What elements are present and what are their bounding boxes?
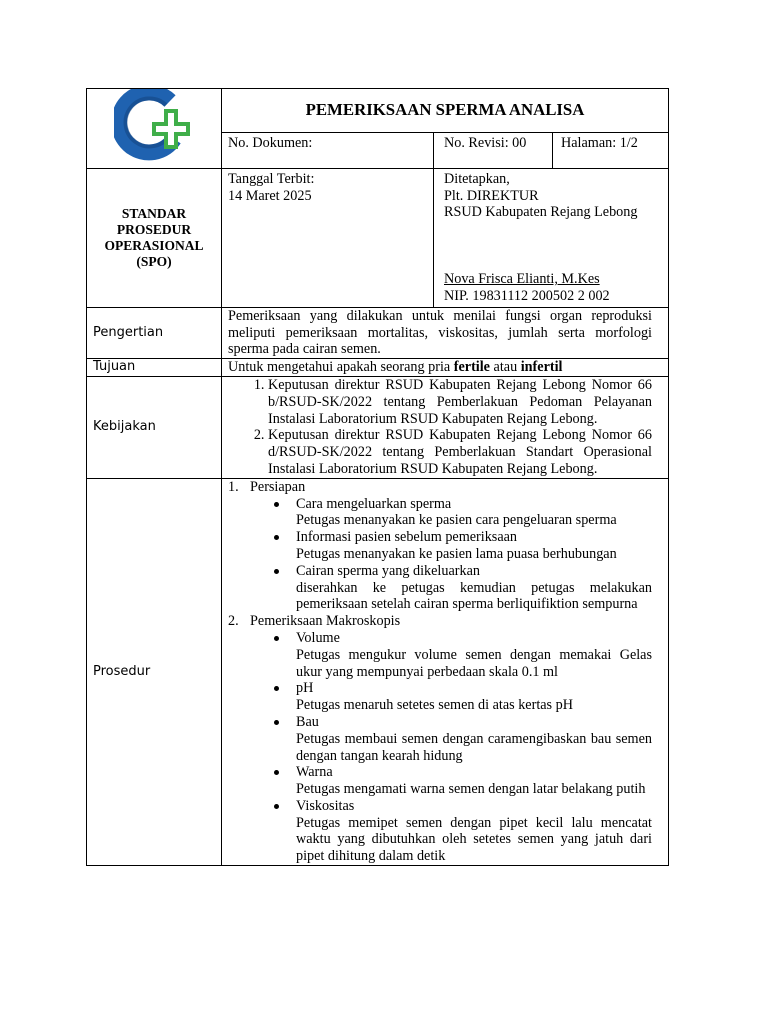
prosedur-steps <box>222 479 668 865</box>
halaman: Halaman: 1/2 <box>553 132 669 168</box>
spo-label-line: OPERASIONAL <box>104 237 204 253</box>
substep-desc: Petugas mengamati warna semen dengan latar belakang putih <box>296 781 646 798</box>
hospital-logo-icon <box>114 89 194 163</box>
bullet-icon <box>274 569 279 574</box>
director-name: Nova Frisca Elianti, M.Kes <box>444 271 600 288</box>
director-nip: NIP. 19831112 200502 2 002 <box>444 287 610 304</box>
tujuan-label: Tujuan <box>87 359 222 377</box>
substep-title: Bau <box>296 713 319 730</box>
substep-title: Volume <box>296 629 340 646</box>
prosedur-label: Prosedur <box>87 478 222 865</box>
substep-title: Cairan sperma yang dikeluarkan <box>296 562 480 579</box>
substep <box>296 764 652 798</box>
kebijakan-label: Kebijakan <box>87 376 222 478</box>
tujuan-text <box>222 359 669 377</box>
kebijakan-item: 2. Keputusan direktur RSUD Kabupaten Rejang Lebong Nomor 66 d/RSUD-SK/2022 tentang Pemberlakuan Standart Operasional Instalasi Laboratorium RSUD Kabupaten Rejang Lebong. <box>268 427 652 477</box>
spo-label-line: (SPO) <box>136 253 172 269</box>
substep-desc: diserahkan ke petugas kemudian petugas melakukan pemeriksaan setelah cairan sperma berliquifiktion sempurna <box>296 579 652 613</box>
bullet-icon <box>274 720 279 725</box>
substep-desc: Petugas menanyakan ke pasien lama puasa berhubungan <box>296 545 617 562</box>
substep <box>296 630 652 680</box>
substep-title: Cara mengeluarkan sperma <box>296 495 452 512</box>
ditetapkan-line: Plt. DIREKTUR <box>444 187 539 204</box>
tujuan-fertile: fertile <box>453 359 490 376</box>
substep-desc: Petugas menaruh setetes semen di atas kertas pH <box>296 697 573 714</box>
pengertian-label: Pengertian <box>87 307 222 358</box>
substep-desc: Petugas mengukur volume semen dengan memakai Gelas ukur yang mempunyai perbedaan skala 0.1 ml <box>296 646 652 680</box>
no-revisi: No. Revisi: 00 <box>434 132 553 168</box>
bullet-icon <box>274 770 279 775</box>
substep-desc: Petugas memipet semen dengan pipet kecil lalu mencatat waktu yang dibutuhkan oleh setetes semen yang jatuh dari pipet dihitung dalam detik <box>296 814 652 865</box>
prosedur-step <box>228 613 668 865</box>
terbit-date: 14 Maret 2025 <box>228 187 312 204</box>
substep <box>296 714 652 764</box>
substep-desc: Petugas menanyakan ke pasien cara pengeluaran sperma <box>296 512 617 529</box>
substep-title: pH <box>296 680 314 697</box>
no-dokumen: No. Dokumen: <box>222 132 434 168</box>
ditetapkan-cell <box>434 168 669 307</box>
step-substeps <box>296 496 652 614</box>
substep <box>296 496 652 530</box>
substep <box>296 798 652 865</box>
prosedur-step <box>228 479 668 613</box>
substep <box>296 680 652 714</box>
kebijakan-list <box>222 377 668 478</box>
step-number: 1. <box>228 478 239 495</box>
step-number: 2. <box>228 613 239 630</box>
kebijakan-item: 1. Keputusan direktur RSUD Kabupaten Rejang Lebong Nomor 66 b/RSUD-SK/2022 tentang Pemberlakuan Pedoman Pelayanan Instalasi Laboratorium RSUD Kabupaten Rejang Lebong. <box>268 377 652 427</box>
substep-desc: Petugas membaui semen dengan caramengibaskan bau semen dengan tangan kearah hidung <box>296 730 652 764</box>
substep <box>296 529 652 563</box>
pengertian-text: Pemeriksaan yang dilakukan untuk menilai fungsi organ reproduksi meliputi pemeriksaan mortalitas, viskositas, jumlah serta morfologi sperma pada cairan semen. <box>222 307 669 358</box>
terbit-cell <box>222 168 434 307</box>
bullet-icon <box>274 502 279 507</box>
terbit-label: Tanggal Terbit: <box>228 170 315 187</box>
tujuan-pre: Untuk mengetahui apakah seorang pria <box>228 359 454 376</box>
spo-document-table <box>86 88 669 866</box>
substep <box>296 563 652 613</box>
kebijakan-cell <box>222 376 669 478</box>
ditetapkan-line: RSUD Kabupaten Rejang Lebong <box>444 204 638 221</box>
bullet-icon <box>274 686 279 691</box>
step-title: Persiapan <box>250 478 306 495</box>
logo-cell <box>87 89 222 169</box>
document-title: PEMERIKSAAN SPERMA ANALISA <box>222 89 669 133</box>
substep-title: Warna <box>296 764 333 781</box>
bullet-icon <box>274 636 279 641</box>
bullet-icon <box>274 804 279 809</box>
substep-title: Viskositas <box>296 797 355 814</box>
spo-label <box>87 168 222 307</box>
tujuan-mid: atau <box>489 359 521 376</box>
bullet-icon <box>274 535 279 540</box>
step-title: Pemeriksaan Makroskopis <box>250 613 401 630</box>
ditetapkan-line: Ditetapkan, <box>444 170 510 187</box>
step-substeps <box>296 630 652 865</box>
substep-title: Informasi pasien sebelum pemeriksaan <box>296 529 518 546</box>
tujuan-infertil: infertil <box>520 359 563 376</box>
prosedur-cell <box>222 478 669 865</box>
spo-label-line: STANDAR <box>121 205 187 221</box>
spo-label-line: PROSEDUR <box>116 221 192 237</box>
